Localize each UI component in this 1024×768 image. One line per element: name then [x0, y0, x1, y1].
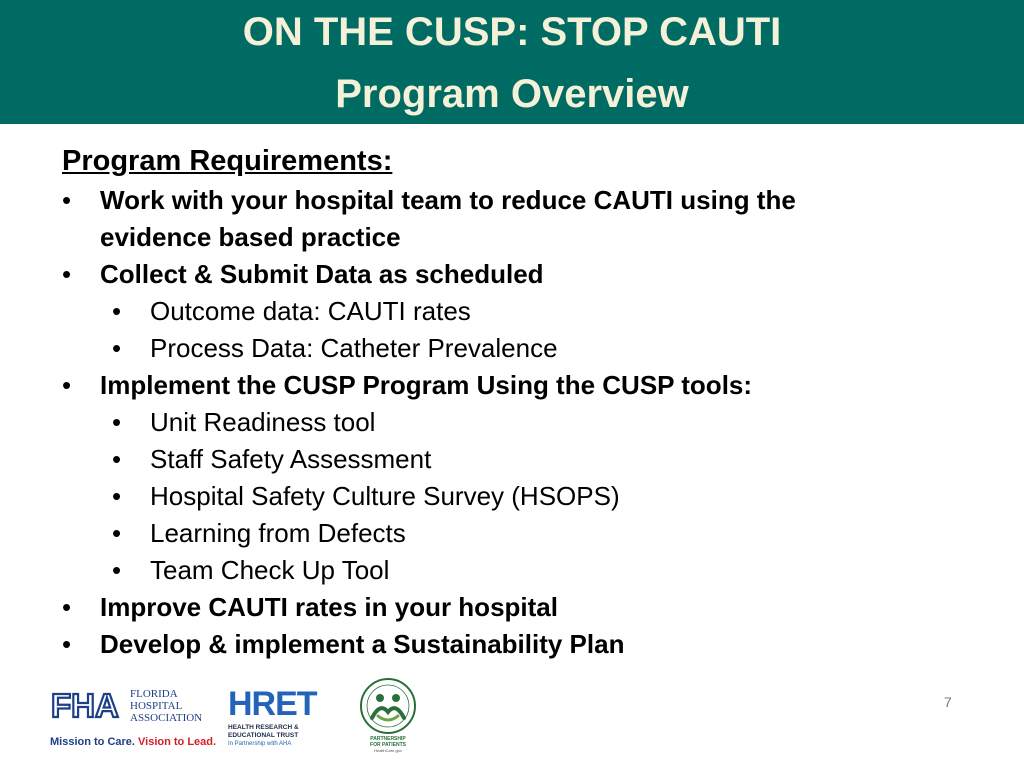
bullet-icon: •: [112, 481, 122, 511]
sub-list-item: [112, 330, 962, 367]
pfp-url: HealthCare.gov: [374, 748, 402, 753]
bullet-icon: •: [62, 259, 72, 289]
requirements-list: [62, 182, 962, 663]
bullet-icon: •: [62, 370, 72, 400]
sub-list-item: [112, 552, 962, 589]
list-item: [62, 589, 962, 626]
list-item: [62, 182, 962, 256]
svg-text:FHA: FHA: [51, 687, 119, 722]
hret-subtitle: HEALTH RESEARCH & EDUCATIONAL TRUST: [228, 724, 299, 739]
bullet-icon: •: [62, 185, 72, 215]
partnership-for-patients-logo: [356, 676, 420, 760]
fha-name: FLORIDA HOSPITAL ASSOCIATION: [130, 688, 203, 724]
section-heading: Program Requirements:: [62, 145, 393, 177]
sub-list-item-text: Learning from Defects: [150, 518, 406, 548]
slide-body: [62, 142, 962, 663]
sub-list-item: [112, 404, 962, 441]
sub-list-item: [112, 478, 962, 515]
list-item: [62, 256, 962, 367]
list-item-text: Collect & Submit Data as scheduled: [100, 259, 544, 289]
bullet-icon: •: [112, 555, 122, 585]
sub-list-item-text: Staff Safety Assessment: [150, 444, 432, 474]
bullet-icon: •: [112, 518, 122, 548]
partnership-seal-icon: [356, 676, 420, 736]
list-item-text: Implement the CUSP Program Using the CUSP tools:: [100, 370, 753, 400]
list-item-text: Develop & implement a Sustainability Plan: [100, 629, 625, 659]
fha-tagline: Mission to Care. Vision to Lead.: [50, 736, 217, 748]
fha-mark-icon: [50, 686, 128, 722]
fha-logo: [50, 686, 220, 756]
list-item-text: Improve CAUTI rates in your hospital: [100, 592, 558, 622]
bullet-icon: •: [62, 592, 72, 622]
sub-list-item: [112, 293, 962, 330]
hret-partner: In Partnership with AHA: [228, 741, 292, 747]
slide-subtitle: Program Overview: [335, 72, 689, 116]
list-item-text: Work with your hospital team to reduce CAUTI using the evidence based practice: [100, 185, 796, 252]
slide-footer: [0, 668, 1024, 768]
sub-list-item-text: Team Check Up Tool: [150, 555, 390, 585]
bullet-icon: •: [112, 296, 122, 326]
pfp-name: PARTNERSHIP FOR PATIENTS: [370, 736, 406, 748]
page-number: 7: [944, 694, 952, 710]
list-item: [62, 367, 962, 589]
bullet-icon: •: [112, 407, 122, 437]
hret-logo: [228, 686, 348, 756]
slide-header: [0, 0, 1024, 124]
sub-list-item: [112, 441, 962, 478]
sub-list-item-text: Unit Readiness tool: [150, 407, 376, 437]
slide-title: ON THE CUSP: STOP CAUTI: [242, 10, 782, 54]
sub-list: [100, 404, 962, 589]
bullet-icon: •: [112, 333, 122, 363]
bullet-icon: •: [112, 444, 122, 474]
sub-list-item-text: Process Data: Catheter Prevalence: [150, 333, 558, 363]
hret-wordmark: HRET: [228, 685, 317, 723]
sub-list-item: [112, 515, 962, 552]
sub-list-item-text: Outcome data: CAUTI rates: [150, 296, 471, 326]
bullet-icon: •: [62, 629, 72, 659]
list-item: [62, 626, 962, 663]
sub-list: [100, 293, 962, 367]
sub-list-item-text: Hospital Safety Culture Survey (HSOPS): [150, 481, 620, 511]
